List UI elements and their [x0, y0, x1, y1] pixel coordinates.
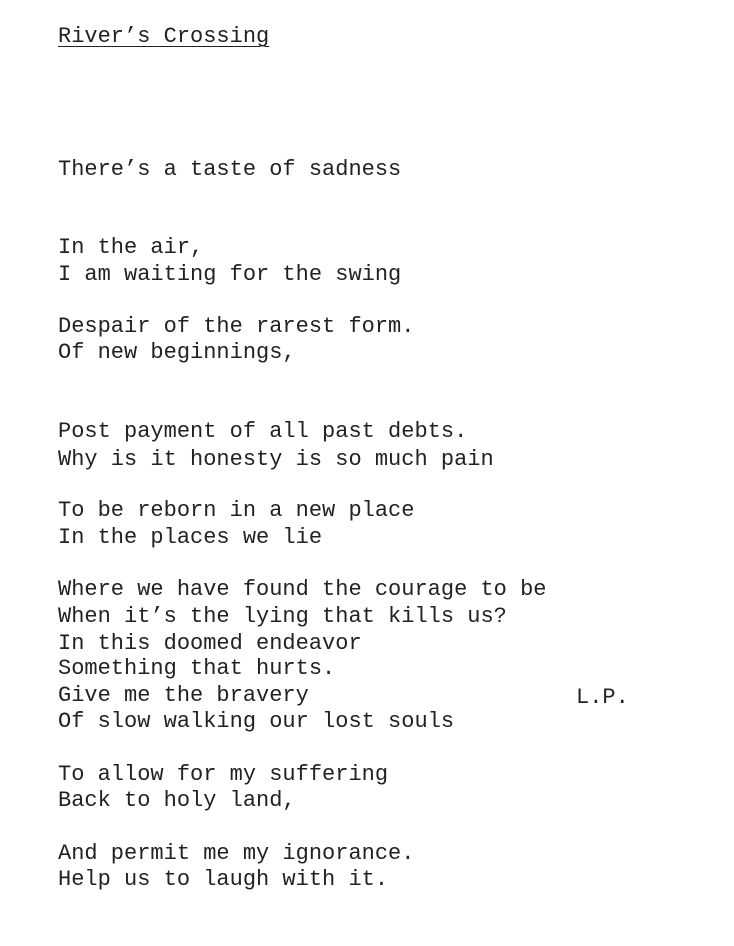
- poem-line: In the air,: [58, 235, 204, 261]
- poem-line: Of new beginnings,: [58, 340, 296, 366]
- poem-line: Give me the bravery: [58, 683, 309, 709]
- poem-line: Help us to laugh with it.: [58, 867, 389, 893]
- poem-line: And permit me my ignorance.: [58, 841, 415, 867]
- stanza-4: [58, 578, 454, 946]
- poem-line: Where we have found the courage to be: [58, 577, 547, 603]
- poem-line: Post payment of all past debts.: [58, 419, 468, 445]
- poem-line: There’s a taste of sadness: [58, 156, 402, 182]
- poem-line: To be reborn in a new place: [58, 498, 415, 524]
- poem-line: In this doomed endeavor: [58, 630, 362, 656]
- poem-line: Of slow walking our lost souls: [58, 709, 455, 735]
- poem-line: Something that hurts.: [58, 656, 336, 682]
- poem-line: When it’s the lying that kills us?: [58, 604, 507, 630]
- poem-line: To allow for my suffering: [58, 762, 389, 788]
- poem-title: River’s Crossing: [58, 24, 270, 49]
- poem-line: Why is it honesty is so much pain: [58, 446, 494, 472]
- author-signature: L.P.: [576, 685, 629, 710]
- poem-line: I am waiting for the swing: [58, 261, 402, 287]
- poem-line: Back to holy land,: [58, 788, 296, 814]
- poem-line: In the places we lie: [58, 525, 323, 551]
- poem-line: Despair of the rarest form.: [58, 314, 415, 340]
